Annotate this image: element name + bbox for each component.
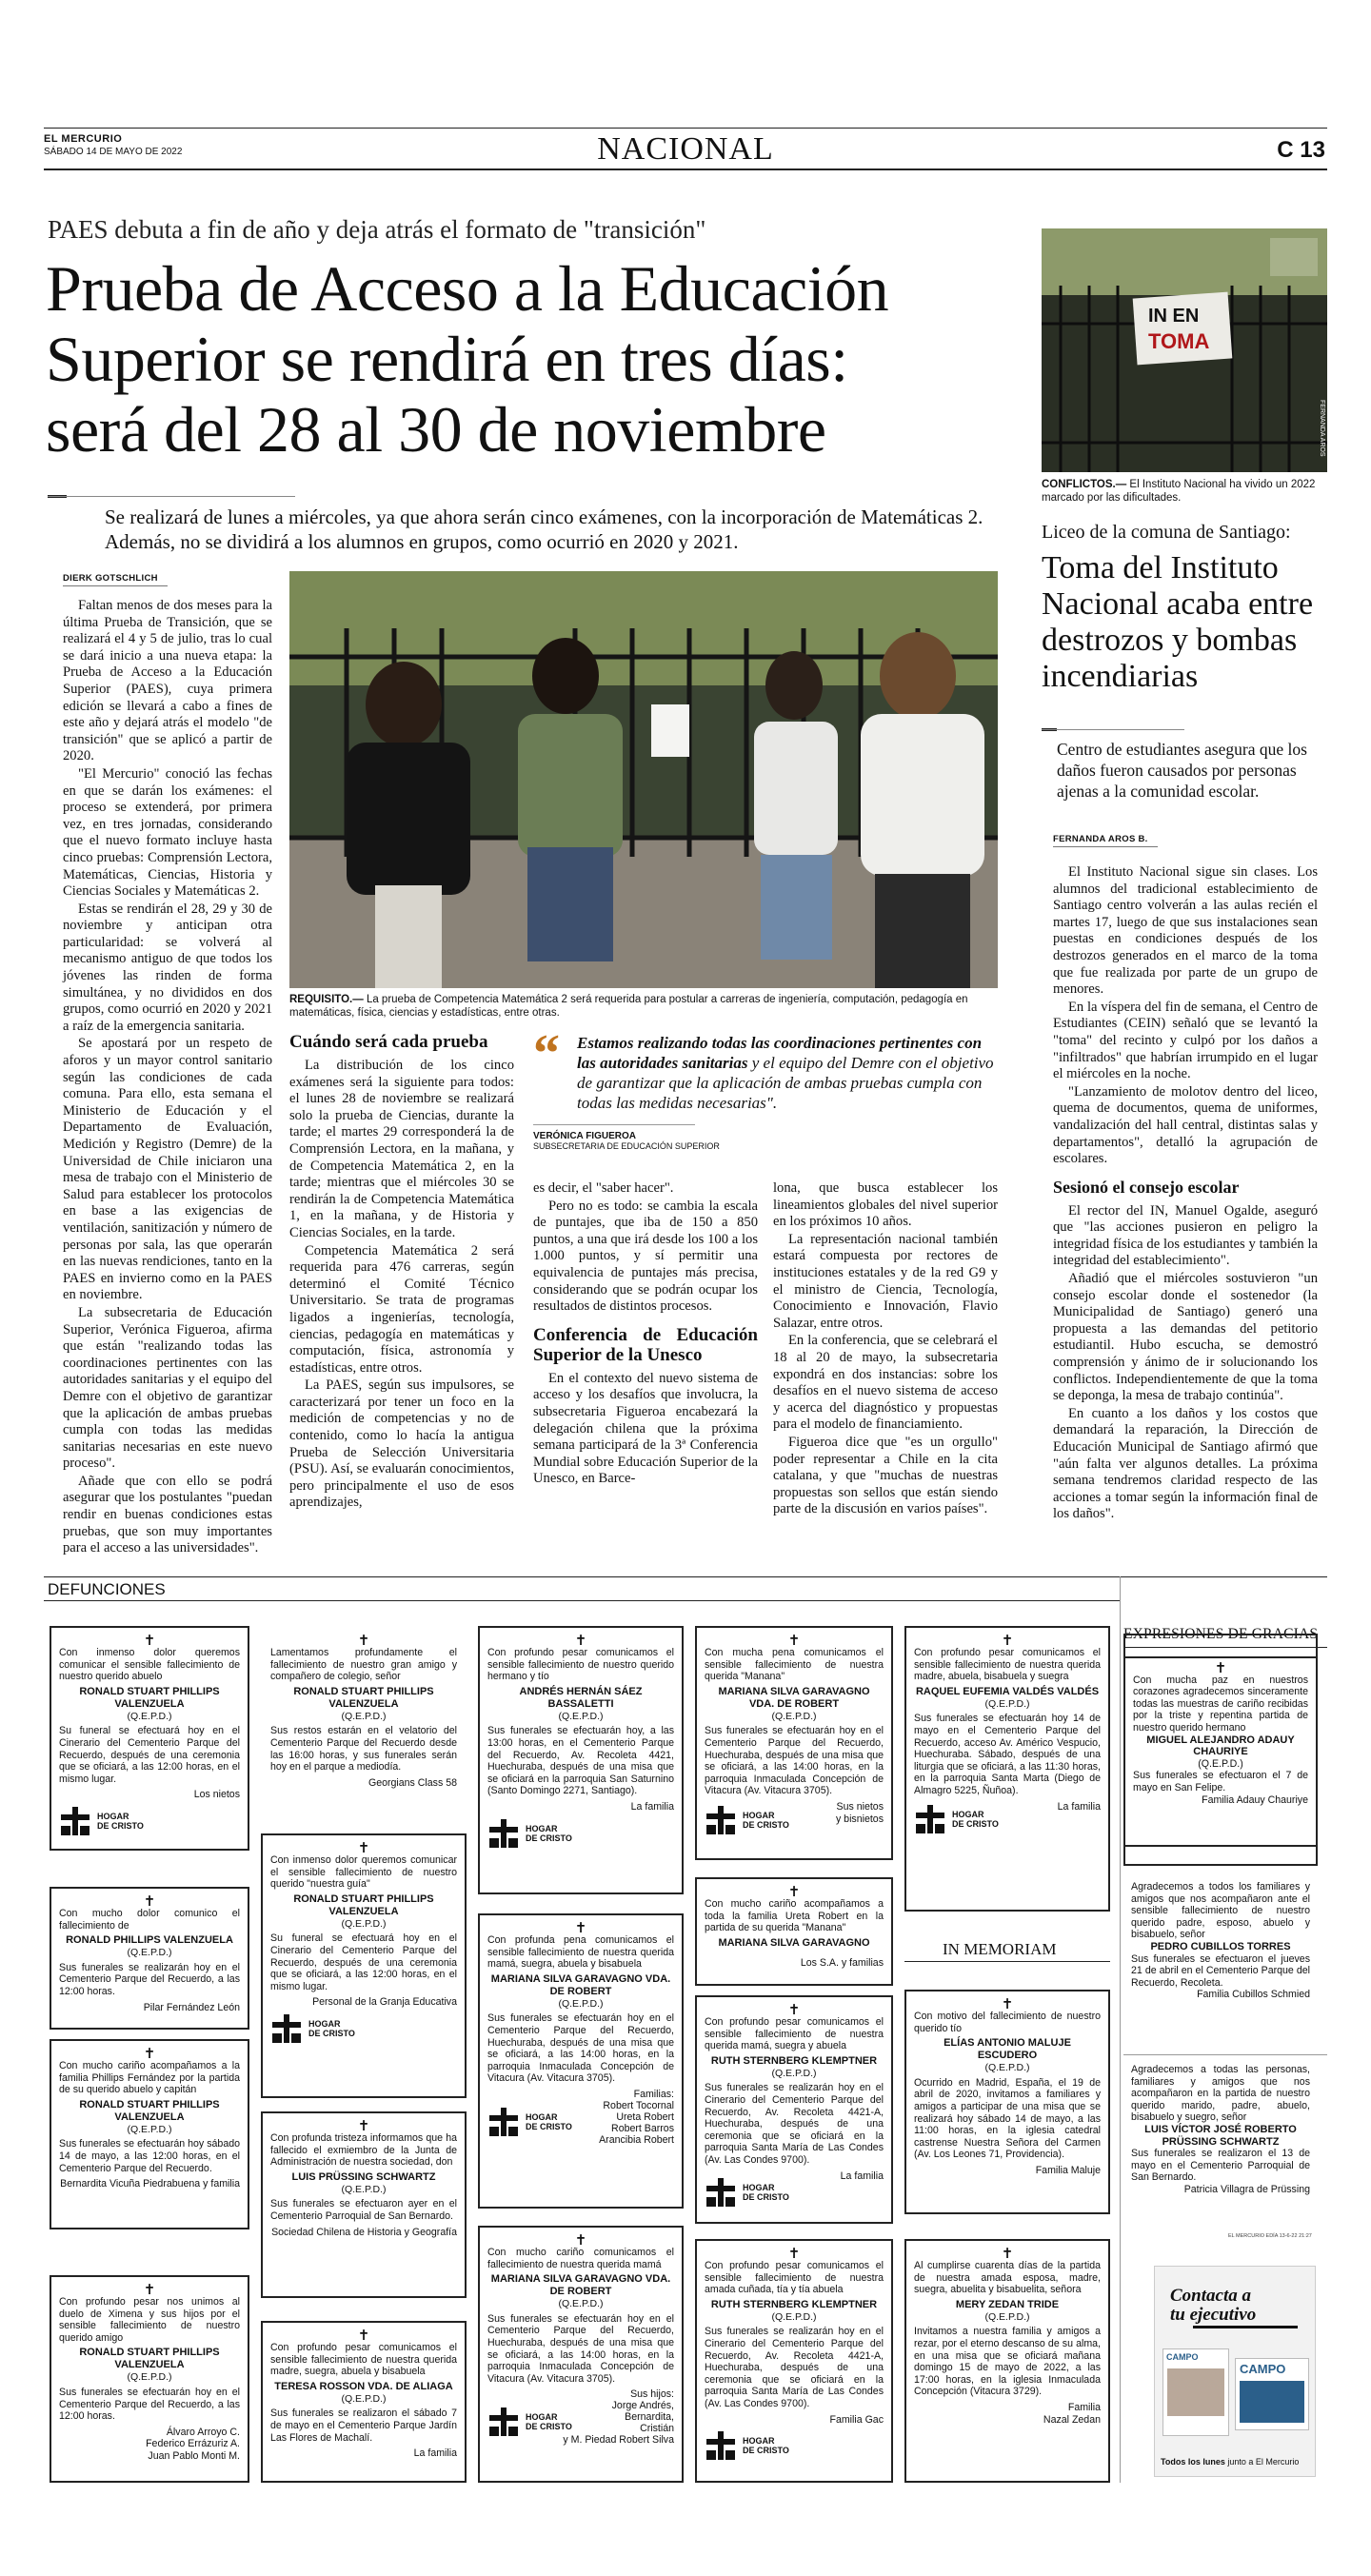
notice-qepd: (Q.E.P.D.) xyxy=(341,2183,387,2195)
caption-label: REQUISITO.— xyxy=(289,994,364,1005)
article-column-1 xyxy=(63,598,272,1558)
notice-signature: Sus hijos: Jorge Andrés, Bernardita, Cristián y M. Piedad Robert Silva xyxy=(563,2388,674,2447)
notice-text: Sus funerales se realizaron el 13 de mayo en el Cementerio Parroquial de San Bernardo. xyxy=(1131,2148,1310,2184)
ad-title-line-1: Contacta a xyxy=(1170,2286,1251,2306)
deck-rule xyxy=(1042,729,1184,730)
hogar-label: HOGAR DE CRISTO xyxy=(743,1811,789,1831)
obituaries-title: DEFUNCIONES xyxy=(48,1580,166,1598)
hogar-de-cristo-logo xyxy=(705,2431,884,2460)
memoriam-title: IN MEMORIAM xyxy=(943,1940,1057,1958)
obituary-notice xyxy=(695,2239,893,2483)
cross-icon: ✝ xyxy=(357,2327,370,2344)
side-kicker: Liceo de la comuna de Santiago: xyxy=(1042,522,1291,543)
obituary-notice xyxy=(261,2111,467,2298)
gracias-divider xyxy=(1120,1576,1121,2483)
cross-icon: ✝ xyxy=(357,1632,370,1649)
notice-signature: Personal de la Granja Educativa xyxy=(312,1996,457,2009)
notice-signature: Los S.A. y familias xyxy=(800,1956,884,1969)
notice-name: MARIANA SILVA GARAVAGNO VDA. DE ROBERT xyxy=(718,1685,870,1710)
notice-signature: Pilar Fernández León xyxy=(143,2001,240,2013)
obituaries-title-rule xyxy=(44,1600,1120,1601)
notice-name: TERESA ROSSON VDA. DE ALIAGA xyxy=(274,2380,453,2392)
paragraph: "Lanzamiento de molotov dentro del liceo, quema de documentos, quema de uniformes, vandalización del hall central, distintas salas y departamentos", detalló la agrupación de escolares. xyxy=(1053,1083,1318,1167)
paragraph: "El Mercurio" conoció las fechas en que se darán los exámenes: el proceso se extenderá, por primera vez, en tres jornadas, considerando que el nuevo formato incluye hasta cinco pruebas: Comprensión Lectora, Matemáticas, Ciencias, Historia y Ciencias Sociales y Matemáticas 2. xyxy=(63,765,272,900)
notice-intro: Con mucho dolor comunico el fallecimiento de xyxy=(59,1908,240,1932)
memoriam-rule xyxy=(904,1961,1110,1962)
notice-qepd: (Q.E.P.D.) xyxy=(558,2298,604,2310)
cross-icon: ✝ xyxy=(574,1632,587,1649)
paragraph: lona, que busca establecer los lineamientos globales del nivel superior en los próximos 10 años. xyxy=(773,1180,998,1230)
quote-role: SUBSECRETARIA DE EDUCACIÓN SUPERIOR xyxy=(533,1141,720,1151)
memoriam-notice xyxy=(904,1990,1110,2214)
notice-intro: Con mucho cariño acompañamos a toda la familia Ureta Robert en la partida de su querida "Manana" xyxy=(705,1898,884,1934)
page-date: SÁBADO 14 DE MAYO DE 2022 xyxy=(44,147,183,157)
notice-signature: Patricia Villagra de Prüssing xyxy=(1183,2183,1310,2195)
paragraph: Pero no es todo: se cambia la escala de puntajes, que iba de 150 a 850 puntos, a una que irá desde los 100 a los 1.000 puntos, y sí permitir una equivalencia de puntajes más precisa, considerando que se podrán ocupar los resultados de distintos procesos. xyxy=(533,1198,758,1315)
gratitude-notice xyxy=(1123,2060,1318,2200)
notice-name: ELÍAS ANTONIO MALUJE ESCUDERO xyxy=(944,2037,1071,2062)
article-headline xyxy=(46,253,1026,465)
hogar-cross-icon xyxy=(270,2014,303,2043)
hogar-de-cristo-logo xyxy=(59,1807,240,1835)
cross-icon: ✝ xyxy=(143,2045,156,2062)
gracias-title: EXPRESIONES DE GRACIAS xyxy=(1123,1626,1319,1642)
notice-qepd: (Q.E.P.D.) xyxy=(771,1710,817,1722)
obituaries-top-rule xyxy=(44,1576,1327,1577)
notice-text: Sus funerales se efectuaron el jueves 21 de abril en el Cementerio Parque del Recuerdo, Recoleta. xyxy=(1131,1952,1310,1989)
hogar-cross-icon xyxy=(487,2108,520,2136)
paragraph: Faltan menos de dos meses para la última Prueba de Transición, que se realizará el 4 y 5 de julio, tras lo cual se dará inicio a una nueva etapa: la Prueba de Acceso a la Educación Superior (PAES), cuya primera edición se llevará a cabo a fines de este año y dejará atrás el modelo "de transición" que se aplicó a partir de 2020. xyxy=(63,598,272,764)
notice-qepd: (Q.E.P.D.) xyxy=(558,1710,604,1722)
paragraph: La PAES, según sus impulsores, se caracterizará por tener un foco en la medición de competencias y no de contenido, como lo hacía la antigua Prueba de Selección Universitaria (PSU). Así, se evaluarán conocimientos, pero principalmente el uso de esos aprendizajes, xyxy=(289,1377,514,1511)
notice-intro: Con motivo del fallecimiento de nuestro querido tío xyxy=(914,2011,1101,2034)
side-deck: Centro de estudiantes asegura que los daños fueron causados por personas ajenas a la comunidad escolar. xyxy=(1057,740,1307,801)
caption-text: El Instituto Nacional ha vivido un 2022 marcado por las dificultades. xyxy=(1042,479,1316,504)
notice-signature: Familia Gac xyxy=(829,2413,884,2426)
notice-signature: Los nietos xyxy=(193,1789,240,1801)
notice-text: Sus funerales se efectuarán hoy en el Cementerio Parque del Recuerdo, a las 12:00 horas. xyxy=(59,2386,240,2423)
side-byline: FERNANDA AROS B. xyxy=(1053,834,1158,847)
hogar-label: HOGAR DE CRISTO xyxy=(952,1810,999,1830)
hogar-label: HOGAR DE CRISTO xyxy=(743,2436,789,2456)
notice-text: Sus funerales se realizarán hoy en el Cinerario del Cementerio Parque del Recuerdo, Av. Recoleta 4421-A, Huechuraba, después de una ceremonia que se oficiará en la parroquia Santa María de Las Condes (Av. Las Condes 9700). xyxy=(705,2326,884,2409)
subhead-when: Cuándo será cada prueba xyxy=(289,1032,488,1052)
notice-intro: Con profunda tristeza informamos que ha fallecido el exmiembro de la Junta de Administración de nuestra sociedad, don xyxy=(270,2132,457,2169)
paragraph: Añade que con ello se podrá asegurar que los postulantes "puedan rendir en buenas condiciones estas pruebas, que son muy importantes para el acceso a las universidades". xyxy=(63,1473,272,1556)
hogar-label: HOGAR DE CRISTO xyxy=(526,2412,572,2432)
hogar-de-cristo-logo xyxy=(487,1819,674,1848)
paragraph: En cuanto a los daños y los costos que demandará la reparación, la Dirección de Educación Municipal de Santiago afirmó que "aún falta ver algunos detalles. La próxima semana tendremos claridad respecto de las acciones a tomar según la información final de los daños". xyxy=(1053,1405,1318,1522)
campo-ad[interactable] xyxy=(1154,2266,1316,2477)
paragraph: Figueroa dice que "es un orgullo" poder representar a Chile en la cita catalana, y que "muchas de nuestras propuestas son sellos que están siendo parte de la discusión en varios países". xyxy=(773,1434,998,1517)
pull-quote xyxy=(533,1024,998,1151)
cross-icon: ✝ xyxy=(1001,2245,1014,2262)
notice-name: MERY ZEDAN TRIDE xyxy=(955,2298,1060,2310)
print-code: EL MERCURIO EDÍA 13-6-22 21:27 xyxy=(1228,2233,1312,2239)
notice-text: Su funeral se efectuará hoy en el Cinerario del Cementerio Parque del Recuerdo, después de una ceremonia que se oficiará, a las 12:00 horas, en el mismo lugar. xyxy=(270,1932,457,1992)
notice-intro: Con mucha pena comunicamos el sensible fallecimiento de nuestra querida "Manana" xyxy=(705,1647,884,1683)
notice-signature: Familia Nazal Zedan xyxy=(1043,2401,1101,2426)
notice-name: PEDRO CUBILLOS TORRES xyxy=(1150,1940,1291,1952)
sign-text: TOMA xyxy=(1148,329,1210,353)
quote-bold: Estamos realizando todas las coordinaciones pertinentes con las autoridades sanitarias xyxy=(577,1034,983,1072)
obituary-notice xyxy=(695,1626,893,1860)
hogar-label: HOGAR DE CRISTO xyxy=(308,2018,355,2038)
paragraph: En el contexto del nuevo sistema de acceso y los desafíos que involucra, la subsecretaria Figueroa encabezará la delegación chilena que la próxima semana participará de la 3ª Conferencia Mundial sobre Educación Superior de la Unesco, en Barce- xyxy=(533,1370,758,1487)
gratitude-notice xyxy=(1123,1656,1318,1866)
notice-name: MARIANA SILVA GARAVAGNO VDA. DE ROBERT xyxy=(490,1972,671,1997)
subhead-unesco: Conferencia de Educación Superior de la Unesco xyxy=(533,1324,758,1365)
notice-intro: Con profundo pesar comunicamos el sensible fallecimiento de nuestra querida madre, abuela, bisabuela y suegra xyxy=(914,1647,1101,1683)
deck-rule xyxy=(48,496,295,497)
notice-name: RAQUEL EUFEMIA VALDÉS VALDÉS xyxy=(915,1685,1100,1697)
hogar-label: HOGAR DE CRISTO xyxy=(97,1811,144,1831)
notice-intro: Con mucho cariño acompañamos a la familia Phillips Fernández por la partida de su querido abuelo y capitán xyxy=(59,2060,240,2096)
hogar-label: HOGAR DE CRISTO xyxy=(526,2111,572,2131)
caption-text: La prueba de Competencia Matemática 2 será requerida para postular a carreras de ingeniería, computación, pedagogía en matemáticas, física, ciencias y estadísticas, entre otras. xyxy=(289,994,968,1019)
side-photo-caption xyxy=(1042,478,1327,505)
cross-icon: ✝ xyxy=(787,2001,801,2018)
notice-qepd: (Q.E.P.D.) xyxy=(984,2310,1030,2323)
ad-footer-text: junto a El Mercurio xyxy=(1224,2457,1300,2467)
paragraph: La representación nacional también estará compuesta por rectores de instituciones estatales y de la red G9 y el ministro de Ciencia, Tecnología, Conocimiento e Innovación, Flavio Salazar, entre otros. xyxy=(773,1231,998,1331)
notice-name: LUIS VÍCTOR JOSÉ ROBERTO PRÜSSING SCHWARTZ xyxy=(1144,2123,1297,2148)
ad-logo: CAMPO xyxy=(1240,2362,1286,2376)
ad-phone-card xyxy=(1235,2358,1309,2430)
notice-intro: Con profunda pena comunicamos el sensible fallecimiento de nuestra querida mamá, suegra, abuela y bisabuela xyxy=(487,1934,674,1971)
notice-intro: Agradecemos a todas las personas, familiares y amigos que nos acompañaron en la partida de nuestro querido marido, padre, abuelo, bisabuelo y suegro, señor xyxy=(1131,2064,1310,2124)
notice-text: Sus funerales se realizarán hoy en el Cinerario del Cementerio Parque del Recuerdo, Av. Recoleta 4421-A, Huechuraba, después de una ceremonia que se oficiará en la parroquia Santa María de Las Condes (Av. Las Condes 9700). xyxy=(705,2082,884,2166)
notice-signature: Familia Cubillos Schmied xyxy=(1197,1989,1310,2001)
notice-text: Sus funerales se efectuarán hoy, a las 13:00 horas, en el Cementerio Parque del Recuerdo, Av. Recoleta 4421, Huechuraba, después de una misa que se oficiará en la parroquia San Saturnino (Santo Domingo 2271, Santiago). xyxy=(487,1725,674,1797)
notice-qepd: (Q.E.P.D.) xyxy=(127,2371,172,2384)
notice-text: Sus restos estarán en el velatorio del Cementerio Parque del Recuerdo desde las 16:00 horas, y sus funerales serán hoy en el parque a mediodía. xyxy=(270,1725,457,1773)
obituary-notice xyxy=(50,1887,249,2030)
notice-signature: Familia Adauy Chauriye xyxy=(1202,1793,1308,1806)
notice-qepd: (Q.E.P.D.) xyxy=(984,2062,1030,2074)
notice-intro: Con inmenso dolor queremos comunicar el sensible fallecimiento de nuestro querido abuelo xyxy=(59,1647,240,1683)
page-number: C 13 xyxy=(1277,137,1325,163)
notice-text: Sus funerales se efectuarán hoy sábado 14 de mayo, a las 12:00 horas, en el Cementerio Parque del Recuerdo. xyxy=(59,2138,240,2174)
ad-footer-bold: Todos los lunes xyxy=(1161,2457,1225,2467)
cross-icon: ✝ xyxy=(357,1839,370,1856)
notice-signature: Sociedad Chilena de Historia y Geografía xyxy=(271,2226,457,2238)
hogar-cross-icon xyxy=(487,2408,520,2436)
notice-qepd: (Q.E.P.D.) xyxy=(558,1997,604,2010)
main-photo xyxy=(289,571,998,988)
notice-intro: Con mucho cariño comunicamos el fallecimiento de nuestra querida mamá xyxy=(487,2247,674,2270)
paragraph: es decir, el "saber hacer". xyxy=(533,1180,674,1196)
quote-name: VERÓNICA FIGUEROA xyxy=(533,1124,695,1141)
main-photo-caption xyxy=(289,993,998,1020)
notice-signature: Sus nietos y bisnietos xyxy=(835,1800,884,1825)
quote-mark-icon: “ xyxy=(533,1024,560,1083)
ad-underline xyxy=(1193,2326,1298,2328)
side-photo xyxy=(1042,228,1327,472)
notice-text: Sus funerales se efectuaron ayer en el Cementerio Parroquial de San Bernardo. xyxy=(270,2198,457,2222)
notice-intro: Al cumplirse cuarenta días de la partida de nuestra amada esposa, madre, suegra, abuelita y bisabuelita, señora xyxy=(914,2260,1101,2296)
quote-body xyxy=(533,1033,998,1113)
ad-logo-small: CAMPO xyxy=(1166,2352,1199,2362)
notice-text: Sus funerales se efectuarán hoy 14 de mayo en el Cementerio Parque del Recuerdo, acceso Av. Américo Vespucio, Huechuraba. Sábado, después de una liturgia que se oficiará, a las 11:30 horas, en la parroquia Santa Marta (Diego de Almagro 5225, Ñuñoa). xyxy=(914,1713,1101,1796)
notice-text: Sus funerales se efectuaron el 7 de mayo en San Felipe. xyxy=(1133,1770,1308,1793)
article-column-3 xyxy=(533,1180,758,1489)
obituary-notice xyxy=(261,1626,467,1816)
cross-icon: ✝ xyxy=(787,2245,801,2262)
cross-icon: ✝ xyxy=(143,1632,156,1649)
notice-qepd: (Q.E.P.D.) xyxy=(127,2123,172,2135)
article-kicker: PAES debuta a fin de año y deja atrás el formato de "transición" xyxy=(48,215,706,244)
notice-text: Sus funerales se realizaron el sábado 7 de mayo en el Cementerio Parque Jardín Las Flores de Machalí. xyxy=(270,2408,457,2444)
notice-name: RUTH STERNBERG KLEMPTNER xyxy=(710,2054,878,2067)
cross-icon: ✝ xyxy=(787,1632,801,1649)
notice-intro: Lamentamos profundamente el fallecimiento de nuestro gran amigo y compañero de colegio, señor xyxy=(270,1647,457,1683)
notice-name: RONALD STUART PHILLIPS VALENZUELA xyxy=(79,2098,220,2123)
notice-name: MARIANA SILVA GARAVAGNO xyxy=(718,1936,870,1949)
cross-icon: ✝ xyxy=(1214,1659,1227,1676)
hogar-cross-icon xyxy=(705,1806,737,1834)
notice-name: ANDRÉS HERNÁN SÁEZ BASSALETTI xyxy=(519,1685,643,1710)
gratitude-notice xyxy=(1123,1877,1318,2005)
hogar-cross-icon xyxy=(705,2431,737,2460)
side-subhead: Sesionó el consejo escolar xyxy=(1053,1177,1240,1197)
obituary-notice xyxy=(50,2275,249,2483)
notice-text: Sus funerales se realizarán hoy en el Cementerio Parque del Recuerdo, a las 12:00 horas. xyxy=(59,1961,240,1997)
paper-name: EL MERCURIO xyxy=(44,133,123,145)
notice-name: RONALD STUART PHILLIPS VALENZUELA xyxy=(293,1892,434,1917)
photo-credit: FERNANDA AROS xyxy=(1319,400,1325,457)
notice-intro: Con profundo pesar comunicamos el sensible fallecimiento de nuestra querida madre, suegra, abuela y bisabuela xyxy=(270,2342,457,2378)
notice-intro: Con mucha paz en nuestros corazones agradecemos sinceramente todas las muestras de cariño recibidas por la triste y repentina partida de nuestro querido hermano xyxy=(1133,1674,1308,1734)
notice-qepd: (Q.E.P.D.) xyxy=(341,2392,387,2405)
hogar-cross-icon xyxy=(487,1819,520,1848)
cross-icon: ✝ xyxy=(787,1883,801,1900)
notice-name: RONALD STUART PHILLIPS VALENZUELA xyxy=(79,1685,220,1710)
notice-text: Sus funerales se efectuarán hoy en el Cementerio Parque del Recuerdo, Huechuraba, después de una misa que se oficiará, a las 14:00 horas, en la parroquia Inmaculada Concepción de Vitacura (Av. Vitacura 3705). xyxy=(705,1725,884,1797)
paragraph: Competencia Matemática 2 será requerida para 476 carreras, según determinó el Comité Técnico Universitario. Se trata de programas ligados a ingenierías, tecnología, ciencias, pedagogía en matemáticas y computación, física, astronomía y estadísticas, entre otros. xyxy=(289,1242,514,1376)
notice-qepd: (Q.E.P.D.) xyxy=(127,1710,172,1722)
notice-name: RONALD STUART PHILLIPS VALENZUELA xyxy=(293,1685,434,1710)
hogar-cross-icon xyxy=(914,1805,946,1833)
notice-intro: Con profundo pesar comunicamos el sensible fallecimiento de nuestra querida mamá, suegra y abuela xyxy=(705,2016,884,2052)
cross-icon: ✝ xyxy=(1001,1995,1014,2012)
notice-signature: Georgians Class 58 xyxy=(368,1776,457,1789)
notice-text: Sus funerales se efectuarán hoy en el Cementerio Parque del Recuerdo, Huechuraba, después de una misa que se oficiará, a las 14:00 horas, en la parroquia Inmaculada Concepción de Vitacura (Av. Vitacura 3705). xyxy=(487,2312,674,2385)
obituary-notice xyxy=(478,1626,684,1894)
notice-qepd: (Q.E.P.D.) xyxy=(1198,1757,1243,1770)
notice-text: Ocurrido en Madrid, España, el 19 de abril de 2020, invitamos a familiares y amigos a participar de una misa que se realizará hoy sábado 14 de mayo, a las 11:00 horas, en la iglesia catedral castrense Nuestra Señora del Carmen (Av. Los Leones 71, Providencia). xyxy=(914,2076,1101,2161)
notice-name: RONALD STUART PHILLIPS VALENZUELA xyxy=(79,2347,220,2371)
ad-footer xyxy=(1161,2457,1299,2467)
notice-signature: Bernardita Vicuña Piedrabuena y familia xyxy=(60,2178,240,2190)
notice-name: RONALD PHILLIPS VALENZUELA xyxy=(66,1934,233,1947)
hogar-label: HOGAR DE CRISTO xyxy=(526,1823,572,1843)
paragraph: La distribución de los cinco exámenes será la siguiente para todos: el lunes 28 de noviembre se realizará solo la prueba de Ciencias, durante la tarde; el martes 29 corresponderá la de Comprensión Lectora, en la mañana, y de Competencia Matemática 2, en la tarde; mientras que el miércoles 30 se rendirán la de Competencia Matemática 1, en la mañana, y de Historia y Ciencias Sociales, en la tarde. xyxy=(289,1058,514,1240)
obituary-notice xyxy=(261,2321,467,2483)
notice-name: RUTH STERNBERG KLEMPTNER xyxy=(710,2298,878,2310)
hogar-label: HOGAR DE CRISTO xyxy=(743,2183,789,2203)
notice-qepd: (Q.E.P.D.) xyxy=(127,1947,172,1959)
headline-line: Prueba de Acceso a la Educación xyxy=(46,252,889,325)
paragraph: Añadió que el miércoles sostuvieron "un consejo escolar donde el sostenedor (la Municipalidad de Santiago) generó una propuesta a las demandas del petitorio estudiantil. Hubo escucha, se demostró comprensión y ánimo de ir solucionando los conflictos. Independientemente de que la toma se deponga, la mesa de trabajo continúa". xyxy=(1053,1271,1318,1404)
obituary-notice xyxy=(904,1626,1110,1912)
notice-qepd: (Q.E.P.D.) xyxy=(341,1710,387,1722)
gracias-separator xyxy=(1123,2054,1327,2055)
paragraph: El Instituto Nacional sigue sin clases. Los alumnos del tradicional establecimiento de Santiago centro volverán a las aulas recién el martes 17, luego de que sus instalaciones sean puestas en condiciones después de los destrozos generados en el marco de la toma que fue realizada por parte de un grupo de menores. xyxy=(1053,864,1318,998)
notice-text: Sus funerales se efectuarán hoy en el Cementerio Parque del Recuerdo, Huechuraba, después de una misa que se oficiará, a las 14:00 horas, en la parroquia Inmaculada Concepción de Vitacura (Av. Vitacura 3705). xyxy=(487,2012,674,2085)
side-headline: Toma del Instituto Nacional acaba entre destrozos y bombas incendiarias xyxy=(1042,550,1314,694)
paragraph: La subsecretaria de Educación Superior, Verónica Figueroa, afirma que están "realizando todas las coordinaciones pertinentes con las autoridades sanitarias y el equipo del Demre con el objetivo de garantizar que la aplicación de ambas pruebas cumpla con todas las medidas sanitarias necesarias en este nuevo proceso". xyxy=(63,1304,272,1472)
paragraph: Se apostará por un respeto de aforos y un mayor control sanitario según las condiciones de cada comuna. Para ello, esta semana el Ministerio de Educación y el Departamento de Evaluación, Medición y Registro (Demre) de la Universidad de Chile iniciaron una mesa de trabajo con el Ministerio de Salud para establecer los protocolos en base a las exigencias de ventilación, sanitización y número de personas por sala, las que operarán en las nuevas rendiciones, tanto en la PAES en invierno como en la PAES en noviembre. xyxy=(63,1036,272,1303)
school-gate-image xyxy=(1042,228,1327,472)
students-at-gate-image xyxy=(289,571,998,988)
paragraph: El rector del IN, Manuel Ogalde, aseguró que "las acciones pusieron en peligro la integridad física de los estudiantes y también la integridad del establecimiento". xyxy=(1053,1202,1318,1269)
notice-intro: Con profundo pesar nos unimos al duelo de Ximena y sus hijos por el sensible fallecimiento de nuestro querido amigo xyxy=(59,2296,240,2344)
obituary-notice xyxy=(478,1913,684,2209)
paragraph: En la conferencia, que se celebrará el 18 al 20 de mayo, la subsecretaria expondrá en dos instancias: sobre los desafíos en el nuevo sistema de acceso y acerca del diagnóstico y propuestas para el modelo de financiamiento. xyxy=(773,1333,998,1433)
article-byline: DIERK GOTSCHLICH xyxy=(63,573,168,586)
notice-qepd: (Q.E.P.D.) xyxy=(984,1697,1030,1710)
article-column-2 xyxy=(289,1030,514,1513)
notice-name: LUIS PRÜSSING SCHWARTZ xyxy=(291,2170,436,2183)
hogar-de-cristo-logo xyxy=(705,2178,884,2207)
cross-icon: ✝ xyxy=(1001,1632,1014,1649)
cross-icon: ✝ xyxy=(143,1892,156,1910)
notice-name: MIGUEL ALEJANDRO ADAUY CHAURIYE xyxy=(1146,1734,1295,1758)
headline-line: Superior se rendirá en tres días: xyxy=(46,323,848,395)
notice-qepd: (Q.E.P.D.) xyxy=(771,2310,817,2323)
notice-signature: La familia xyxy=(413,2447,457,2460)
article-column-4 xyxy=(773,1180,998,1519)
notice-signature: Álvaro Arroyo C. Federico Errázuriz A. Juan Pablo Monti M. xyxy=(146,2426,240,2462)
hogar-cross-icon xyxy=(705,2178,737,2207)
notice-qepd: (Q.E.P.D.) xyxy=(771,2067,817,2079)
notice-qepd: (Q.E.P.D.) xyxy=(341,1917,387,1930)
cross-icon: ✝ xyxy=(143,2281,156,2298)
caption-label: CONFLICTOS.— xyxy=(1042,479,1127,490)
masthead-bottom-rule xyxy=(44,168,1327,170)
masthead-top-rule xyxy=(44,128,1327,129)
notice-text: Su funeral se efectuará hoy en el Cinerario del Cementerio Parque del Recuerdo, después de una ceremonia que se oficiará, a las 12:00 horas, en el mismo lugar. xyxy=(59,1725,240,1785)
notice-intro: Con inmenso dolor queremos comunicar el sensible fallecimiento de nuestro querido "nuestra guía" xyxy=(270,1854,457,1891)
paragraph: Estas se rendirán el 28, 29 y 30 de noviembre y anticipan otra particularidad: se volverá al mecanismo antiguo de que todos los jóvenes las rinden de forma simultánea, y no divididos en dos grupos, como ocurrió en 2020 y 2021 a raíz de la emergencia sanitaria. xyxy=(63,901,272,1034)
hogar-cross-icon xyxy=(59,1807,91,1835)
obituary-notice xyxy=(50,1626,249,1851)
notice-signature: Familia Maluje xyxy=(1035,2164,1101,2176)
cross-icon: ✝ xyxy=(574,1919,587,1936)
notice-text: Invitamos a nuestra familia y amigos a rezar, por el eterno descanso de su alma, en una misa que se oficiará mañana domingo 15 de mayo de 2022, a las 17:00 horas, en la iglesia Inmaculada Concepción (Vitacura 3729). xyxy=(914,2326,1101,2398)
section-title: NACIONAL xyxy=(597,131,774,167)
ad-magazine-cover xyxy=(1162,2348,1229,2436)
paragraph: En la víspera del fin de semana, el Centro de Estudiantes (CEIN) señaló que se levantó la "toma" del recinto y culpó por los daños a "infiltrados" que habrían irrumpido en el lugar el miércoles en la noche. xyxy=(1053,999,1318,1082)
obituary-notice xyxy=(695,1995,893,2224)
notice-intro: Con profundo pesar comunicamos el sensible fallecimiento de nuestro querido hermano y tío xyxy=(487,1647,674,1683)
notice-name: MARIANA SILVA GARAVAGNO VDA. DE ROBERT xyxy=(490,2273,671,2298)
cross-icon: ✝ xyxy=(357,2117,370,2134)
hogar-de-cristo-logo xyxy=(270,2014,457,2043)
side-body xyxy=(1053,864,1318,1524)
ad-contact-panel xyxy=(1240,2381,1304,2423)
notice-intro: Agradecemos a todos los familiares y amigos que nos acompañaron ante el sensible fallecimiento de nuestro querido padre, esposo, abuelo y bisabuelo, señor xyxy=(1131,1881,1310,1941)
notice-signature: La familia xyxy=(840,2170,884,2182)
notice-signature: La familia xyxy=(630,1800,674,1813)
memoriam-notice xyxy=(904,2239,1110,2483)
article-deck: Se realizará de lunes a miércoles, ya que ahora serán cinco exámenes, con la incorporación de Matemáticas 2. Además, no se dividirá a los alumnos en grupos, como ocurrió en 2020 y 2021. xyxy=(105,505,984,553)
ad-cover-image xyxy=(1167,2368,1224,2416)
notice-signature: Familias: Robert Tocornal Ureta Robert Robert Barros Arancibia Robert xyxy=(599,2088,674,2146)
obituary-notice xyxy=(261,1833,467,2098)
notice-intro: Con profundo pesar comunicamos el sensible fallecimiento de nuestra amada cuñada, tía y tía abuela xyxy=(705,2260,884,2296)
obituary-notice xyxy=(50,2039,249,2229)
obituary-notice xyxy=(695,1877,893,1986)
cross-icon: ✝ xyxy=(574,2231,587,2249)
ad-title-line-2: tu ejecutivo xyxy=(1170,2305,1257,2325)
obituary-notice xyxy=(478,2226,684,2483)
headline-line: será del 28 al 30 de noviembre xyxy=(46,393,826,466)
notice-signature: La familia xyxy=(1057,1800,1101,1813)
sign-text: IN EN xyxy=(1148,306,1200,327)
spacer xyxy=(1123,1634,1139,1645)
quote-rest: y el equipo del Demre con el objetivo de garantizar que la aplicación de ambas pruebas cumpla con todas las medidas necesarias". xyxy=(577,1054,994,1112)
